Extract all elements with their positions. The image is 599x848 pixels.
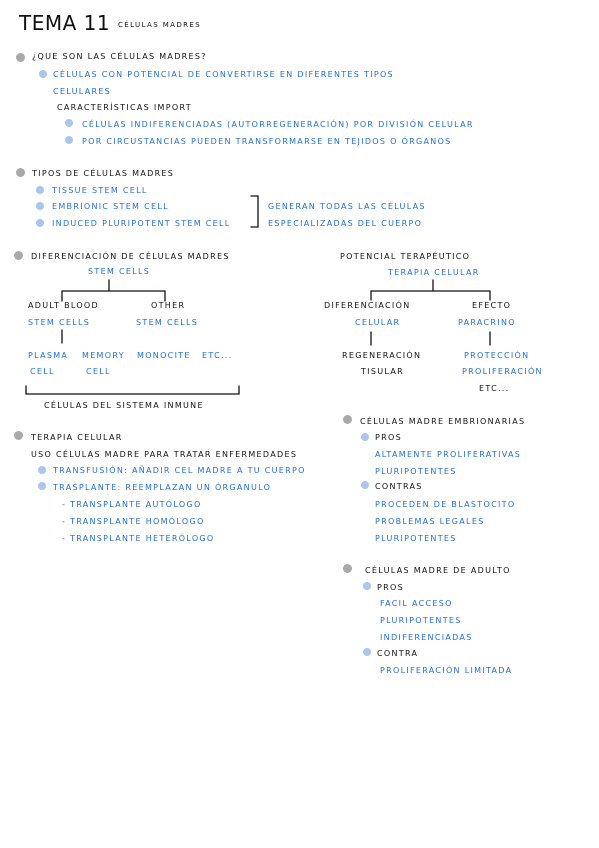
tree-leaf: MEMORY <box>82 351 125 360</box>
embryonic-con-item: PROCEDEN DE BLASTOCITO <box>375 500 516 509</box>
therapy-item: TRASPLANTE: REEMPLAZAN UN ÓRGANULO <box>53 483 272 492</box>
therapeutic-connector <box>371 291 490 300</box>
embryonic-pro-item: PLURIPOTENTES <box>375 467 457 476</box>
section-heading-adult: CÉLULAS MADRE DE ADULTO <box>365 566 511 575</box>
therapy-item: TRANSFUSIÓN: AÑADIR CEL MADRE A TU CUERPO <box>53 466 306 475</box>
therapeutic-node-right-line2: PARACRINO <box>458 318 516 327</box>
therapy-subitem: - TRANSPLANTE HOMÓLOGO <box>62 517 205 526</box>
therapeutic-leaf-left-line2: TISULAR <box>361 367 404 376</box>
embryonic-con-item: PROBLEMAS LEGALES <box>375 517 485 526</box>
section-heading-types: TIPOS DE CÉLULAS MADRES <box>32 169 175 178</box>
tree-node-adult-blood: ADULT BLOOD <box>28 301 99 310</box>
characteristic-item: POR CIRCUSTANCIAS PUEDEN TRANSFORMARSE EN TEJIDOS O ÓRGANOS <box>82 137 452 146</box>
type-item: TISSUE STEM CELL <box>52 186 148 195</box>
definition-line-2: CELULARES <box>53 87 112 96</box>
tree-node-adult-blood-line2: STEM CELLS <box>28 318 91 327</box>
section-heading-therapy: TERAPIA CELULAR <box>31 433 123 442</box>
therapy-subitem: - TRANSPLANTE HETERÓLOGO <box>62 534 215 543</box>
section-heading-therapeutic: POTENCIAL TERAPÉUTICO <box>340 252 471 261</box>
therapeutic-node-left: DIFERENCIACIÓN <box>324 301 411 310</box>
tree-leaf-line2: CELL <box>30 367 55 376</box>
types-bracket <box>251 196 258 227</box>
section-heading-differentiation: DIFERENCIACIÓN DE CÉLULAS MADRES <box>31 252 230 261</box>
therapeutic-leaf-right: PROTECCIÓN <box>464 351 530 360</box>
adult-pro-item: PLURIPOTENTES <box>380 616 462 625</box>
tree-leaf: PLASMA <box>28 351 69 360</box>
tree-node-other: OTHER <box>151 301 186 310</box>
characteristics-label: CARACTERÍSTICAS IMPORT <box>57 103 192 112</box>
adult-pros-label: PROS <box>377 583 404 592</box>
therapeutic-leaf-left: REGENERACIÓN <box>342 351 422 360</box>
page-subtitle: CÉLULAS MADRES <box>118 21 202 29</box>
tree-node-other-line2: STEM CELLS <box>136 318 199 327</box>
embryonic-cons-label: CONTRAS <box>375 482 423 491</box>
embryonic-pro-item: ALTAMENTE PROLIFERATIVAS <box>375 450 522 459</box>
tree-leaf-line2: CELL <box>86 367 111 376</box>
adult-cons-label: CONTRA <box>377 649 419 658</box>
therapeutic-root: TERAPIA CELULAR <box>388 268 480 277</box>
embryonic-pros-label: PROS <box>375 433 402 442</box>
types-note-line-1: GENERAN TODAS LAS CÉLULAS <box>268 202 426 211</box>
type-item: EMBRIONIC STEM CELL <box>52 202 169 211</box>
immune-bracket <box>26 386 239 394</box>
page-title: TEMA 11 <box>19 11 111 35</box>
therapeutic-node-left-line2: CELULAR <box>355 318 401 327</box>
therapeutic-leaf-right-line2: PROLIFERACIÓN <box>462 367 543 376</box>
group-label-immune: CÉLULAS DEL SISTEMA INMUNE <box>44 401 204 410</box>
definition-line-1: CÉLULAS CON POTENCIAL DE CONVERTIRSE EN DIFERENTES TIPOS <box>53 70 394 79</box>
tree-root-stem-cells: STEM CELLS <box>88 267 151 276</box>
adult-pro-item: INDIFERENCIADAS <box>380 633 473 642</box>
type-item: INDUCED PLURIPOTENT STEM CELL <box>52 219 231 228</box>
characteristic-item: CÉLULAS INDIFERENCIADAS (AUTORREGENERACIÓN) POR DIVISIÓN CELULAR <box>82 120 474 129</box>
therapy-definition: USO CÉLULAS MADRE PARA TRATAR ENFERMEDADES <box>31 450 298 459</box>
therapeutic-leaf-right-line3: ETC... <box>479 384 510 393</box>
embryonic-con-item: PLURIPOTENTES <box>375 534 457 543</box>
tree-leaf: MONOCITE <box>137 351 191 360</box>
adult-pro-item: FACIL ACCESO <box>380 599 453 608</box>
section-heading-embryonic: CÉLULAS MADRE EMBRIONARIAS <box>360 417 526 426</box>
tree-connector <box>62 291 165 301</box>
therapeutic-node-right: EFECTO <box>472 301 512 310</box>
adult-con-item: PROLIFERACIÓN LIMITADA <box>380 666 513 675</box>
tree-leaf: ETC... <box>202 351 233 360</box>
types-note-line-2: ESPECIALIZADAS DEL CUERPO <box>268 219 423 228</box>
section-heading-definition: ¿QUE SON LAS CÉLULAS MADRES? <box>32 52 207 61</box>
therapy-subitem: - TRANSPLANTE AUTÓLOGO <box>62 500 202 509</box>
